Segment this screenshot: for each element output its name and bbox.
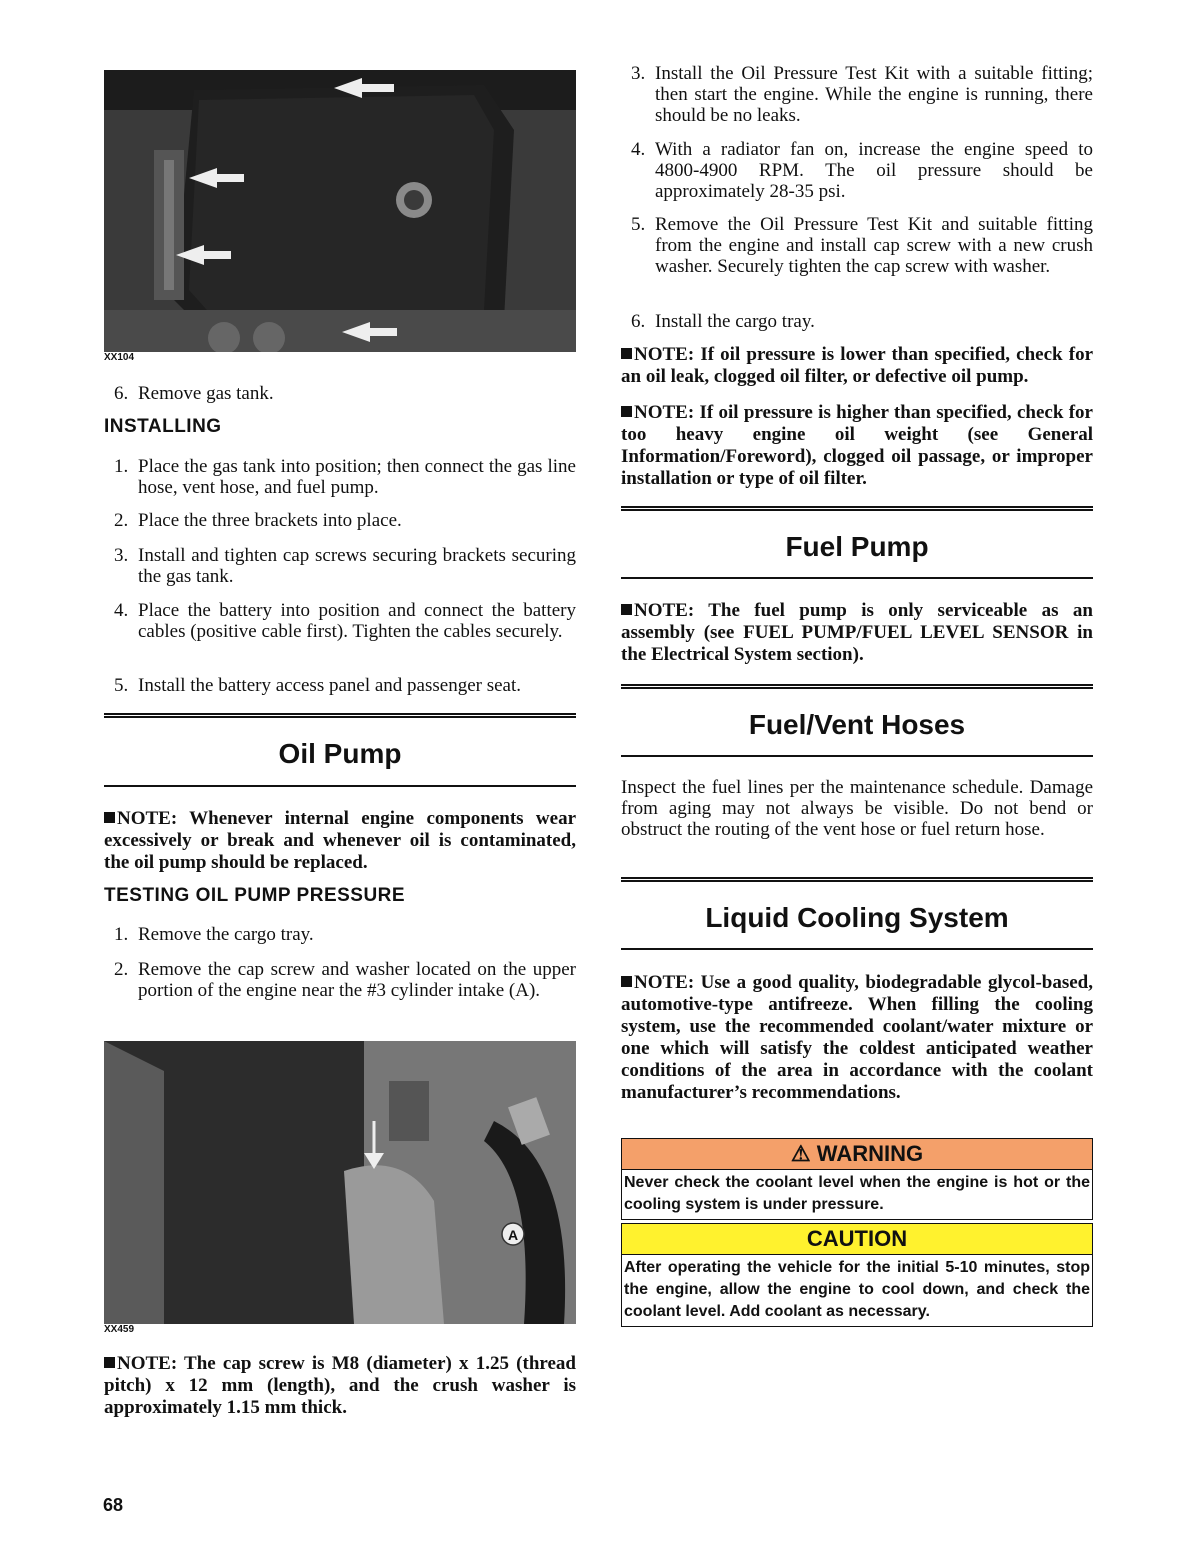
note-bullet xyxy=(621,348,632,359)
installing-step-2 xyxy=(104,510,576,531)
step-text: Remove the cap screw and washer located on the upper portion of the engine near the #3 cylinder intake (A). xyxy=(138,959,576,1001)
step-text: Install the Oil Pressure Test Kit with a suitable fitting; then start the engine. While the engine is running, there should be no leaks. xyxy=(655,63,1093,126)
installing-step-4 xyxy=(104,600,576,642)
step-number: 6. xyxy=(114,383,129,404)
note-text: NOTE: The cap screw is M8 (diameter) x 1.25 (thread pitch) x 12 mm (length), and the crush washer is approximately 1.15 mm thick. xyxy=(104,1353,576,1418)
step-text: Install the cargo tray. xyxy=(655,311,815,332)
oil-pump-note xyxy=(104,808,576,874)
testing-step-2 xyxy=(104,959,576,1001)
note-bullet xyxy=(104,1357,115,1368)
step-number: 1. xyxy=(114,924,129,945)
fuel-pump-rule-bottom xyxy=(621,577,1093,579)
gas-tank-photo xyxy=(104,70,576,352)
page-number: 68 xyxy=(103,1495,124,1515)
note-bullet xyxy=(104,812,115,823)
fuel-pump-note xyxy=(621,600,1093,666)
step-number: 3. xyxy=(114,545,129,566)
oil-pump-rule-top xyxy=(104,713,576,718)
oil-pressure-low-note xyxy=(621,344,1093,388)
cooling-rule-top xyxy=(621,877,1093,882)
step-text: Place the three brackets into place. xyxy=(138,510,402,531)
installing-step-5 xyxy=(104,675,576,696)
step-text: Install the battery access panel and passenger seat. xyxy=(138,675,522,696)
testing-step-5 xyxy=(621,214,1093,277)
note-bullet xyxy=(621,976,632,987)
cooling-note xyxy=(621,972,1093,1104)
oil-pressure-high-note xyxy=(621,402,1093,490)
note-text: NOTE: Whenever internal engine components wear excessively or break and whenever oil is contaminated, the oil pump should be replaced. xyxy=(104,808,576,873)
gas-tank-photo-art xyxy=(104,70,576,352)
engine-photo xyxy=(104,1041,576,1324)
note-text: NOTE: If oil pressure is lower than specified, check for an oil leak, clogged oil filter, or defective oil pump. xyxy=(621,344,1093,387)
step-number: 2. xyxy=(114,510,129,531)
note-text: NOTE: The fuel pump is only serviceable as an assembly (see FUEL PUMP/FUEL LEVEL SENSOR in the Electrical System section). xyxy=(621,600,1093,665)
caution-label: CAUTION xyxy=(806,1226,908,1251)
step-number: 4. xyxy=(114,600,129,621)
note-bullet xyxy=(621,406,632,417)
installing-step-1 xyxy=(104,456,576,498)
step-text: Place the gas tank into position; then connect the gas line hose, vent hose, and fuel pump. xyxy=(138,456,576,498)
engine-photo-art xyxy=(104,1041,576,1324)
step-number: 2. xyxy=(114,959,129,980)
cooling-rule-bottom xyxy=(621,948,1093,950)
note-text: NOTE: If oil pressure is higher than specified, check for too heavy engine oil weight (see General Information/Foreword), clogged oil passage, or improper installation or type of oil filter. xyxy=(621,402,1093,489)
fuel-pump-rule-top xyxy=(621,506,1093,511)
installing-heading: INSTALLING xyxy=(104,416,222,437)
testing-heading: TESTING OIL PUMP PRESSURE xyxy=(104,885,406,906)
step-number: 1. xyxy=(114,456,129,477)
fuel-vent-rule-top xyxy=(621,684,1093,689)
step-text: Remove the Oil Pressure Test Kit and suitable fitting from the engine and install cap screw with a new crush washer. Securely tighten the cap screw with washer. xyxy=(655,214,1093,277)
step-text: With a radiator fan on, increase the engine speed to 4800-4900 RPM. The oil pressure should be approximately 28-35 psi. xyxy=(655,139,1093,202)
photo2-caption: XX459 xyxy=(104,1324,135,1335)
testing-step-4 xyxy=(621,139,1093,202)
step-number: 6. xyxy=(631,311,646,332)
oil-pump-title: Oil Pump xyxy=(278,738,402,769)
callout-a-label: A xyxy=(507,1227,519,1243)
step-text: Remove gas tank. xyxy=(138,383,274,404)
step-text: Remove the cargo tray. xyxy=(138,924,314,945)
step-number: 5. xyxy=(114,675,129,696)
warning-icon: ⚠ xyxy=(790,1141,811,1166)
note-text: NOTE: Use a good quality, biodegradable glycol-based, automotive-type antifreeze. When filling the cooling system, use the recommended coolant/water mixture or one which will satisfy the coldest anticipated weather conditions of the area in accordance with the coolant manufacturer’s recommendations. xyxy=(621,972,1093,1103)
warning-label: WARNING xyxy=(816,1141,924,1166)
testing-step-6 xyxy=(621,311,1093,332)
caution-header xyxy=(621,1223,1093,1255)
warning-body: Never check the coolant level when the engine is hot or the cooling system is under pressure. xyxy=(621,1170,1093,1220)
step-text: Place the battery into position and connect the battery cables (positive cable first). Tighten the cables securely. xyxy=(138,600,576,642)
oil-pump-rule-bottom xyxy=(104,785,576,787)
cap-screw-note xyxy=(104,1353,576,1419)
testing-step-1 xyxy=(104,924,576,945)
step-text: Install and tighten cap screws securing brackets securing the gas tank. xyxy=(138,545,576,587)
cooling-title: Liquid Cooling System xyxy=(705,902,1009,933)
note-bullet xyxy=(621,604,632,615)
fuel-vent-text: Inspect the fuel lines per the maintenance schedule. Damage from aging may not always be visible. Do not bend or obstruct the routing of the vent hose or fuel return hose. xyxy=(621,777,1093,840)
photo1-caption: XX104 xyxy=(104,352,135,363)
fuel-vent-title: Fuel/Vent Hoses xyxy=(748,709,966,740)
installing-step-3 xyxy=(104,545,576,587)
step-number: 4. xyxy=(631,139,646,160)
warning-header xyxy=(621,1138,1093,1170)
step-number: 3. xyxy=(631,63,646,84)
testing-step-3 xyxy=(621,63,1093,126)
fuel-vent-rule-bottom xyxy=(621,755,1093,757)
fuel-pump-title: Fuel Pump xyxy=(785,531,929,562)
caution-body: After operating the vehicle for the initial 5-10 minutes, stop the engine, allow the engine to cool down, and check the coolant level. Add coolant as necessary. xyxy=(621,1255,1093,1327)
step-remove-gas-tank xyxy=(104,383,576,404)
step-number: 5. xyxy=(631,214,646,235)
